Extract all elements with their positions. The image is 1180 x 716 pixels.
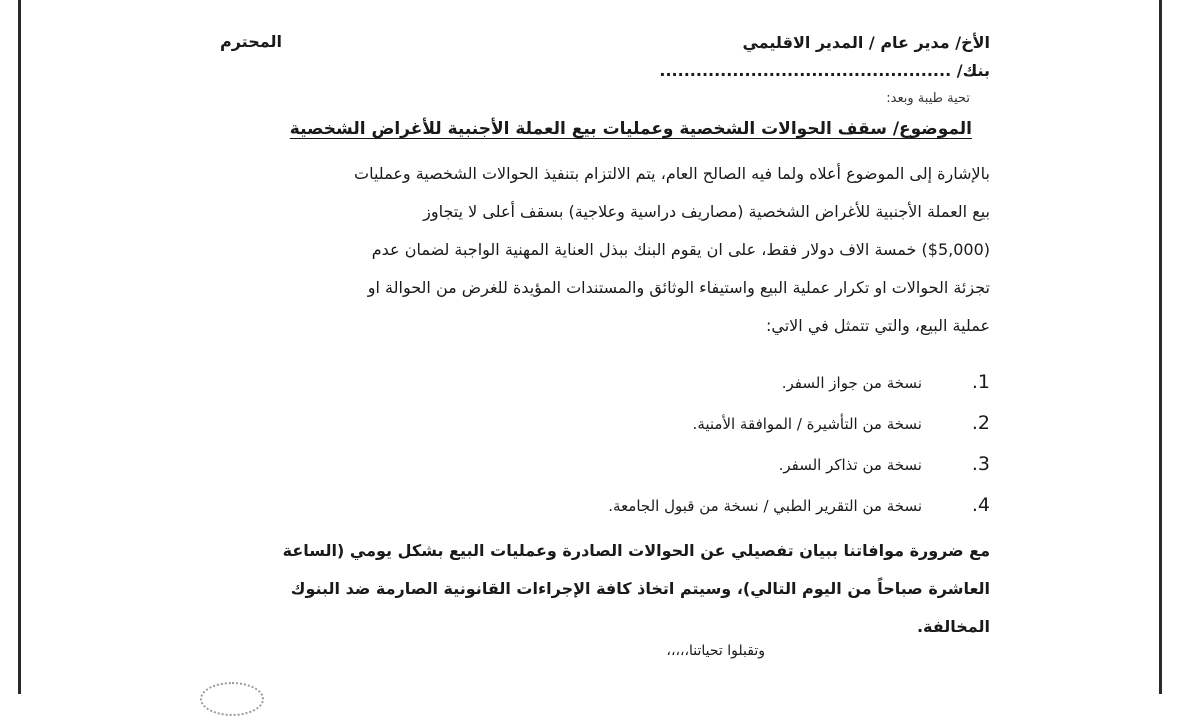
paragraph-line: ($5,000) خمسة الاف دولار فقط، على ان يقوم البنك ببذل العناية المهنية الواجبة لضمان عدم <box>371 240 990 259</box>
page-border-right <box>1159 0 1162 694</box>
paragraph-line: المخالفة. <box>916 617 990 636</box>
stamp-seal-edge <box>200 682 264 716</box>
greeting: تحية طيبة وبعد: <box>886 91 970 106</box>
list-number: 4. <box>971 494 990 516</box>
list-text: نسخة من تذاكر السفر. <box>778 456 922 474</box>
list-text: نسخة من التقرير الطبي / نسخة من قبول الجامعة. <box>608 497 922 515</box>
list-item <box>200 362 990 403</box>
list-item <box>200 444 990 485</box>
subject-line: الموضوع/ سقف الحوالات الشخصية وعمليات بيع العملة الأجنبية للأغراض الشخصية <box>289 119 972 139</box>
list-number: 2. <box>971 412 990 434</box>
letter-document <box>200 20 990 694</box>
paragraph-line: مع ضرورة موافاتنا ببيان تفصيلي عن الحوالات الصادرة وعمليات البيع بشكل يومي (الساعة <box>282 541 990 560</box>
paragraph-line: تجزئة الحوالات او تكرار عملية البيع واستيفاء الوثائق والمستندات المؤيدة للغرض من الحوالة او <box>367 278 990 297</box>
paragraph-line: عملية البيع، والتي تتمثل في الاتي: <box>765 316 990 335</box>
paragraph-line: العاشرة صباحاً من اليوم التالي)، وسيتم اتخاذ كافة الإجراءات القانونية الصارمة ضد البنوك <box>290 579 990 598</box>
honorific: المحترم <box>220 32 282 51</box>
closing-line: وتقبلوا تحياتنا،،،،، <box>666 643 765 659</box>
list-text: نسخة من جواز السفر. <box>781 374 922 392</box>
paragraph-line: بيع العملة الأجنبية للأغراض الشخصية (مصاريف دراسية وعلاجية) بسقف أعلى لا يتجاوز <box>423 202 990 221</box>
list-item <box>200 403 990 444</box>
recipient-line: الأخ/ مدير عام / المدير الاقليمي <box>742 33 990 52</box>
paragraph-line: بالإشارة إلى الموضوع أعلاه ولما فيه الصالح العام، يتم الالتزام بتنفيذ الحوالات الشخصية وعمليات <box>354 164 990 183</box>
list-item <box>200 485 990 526</box>
bank-label: بنك/ <box>956 61 990 80</box>
bank-line <box>659 60 990 82</box>
body-paragraph-2 <box>200 532 990 646</box>
bank-name-blank: ................................................ <box>659 61 952 80</box>
list-number: 3. <box>971 453 990 475</box>
list-text: نسخة من التأشيرة / الموافقة الأمنية. <box>692 415 922 433</box>
body-paragraph-1 <box>200 155 990 345</box>
list-number: 1. <box>971 371 990 393</box>
page-border-left <box>18 0 21 694</box>
required-documents-list <box>200 362 990 526</box>
